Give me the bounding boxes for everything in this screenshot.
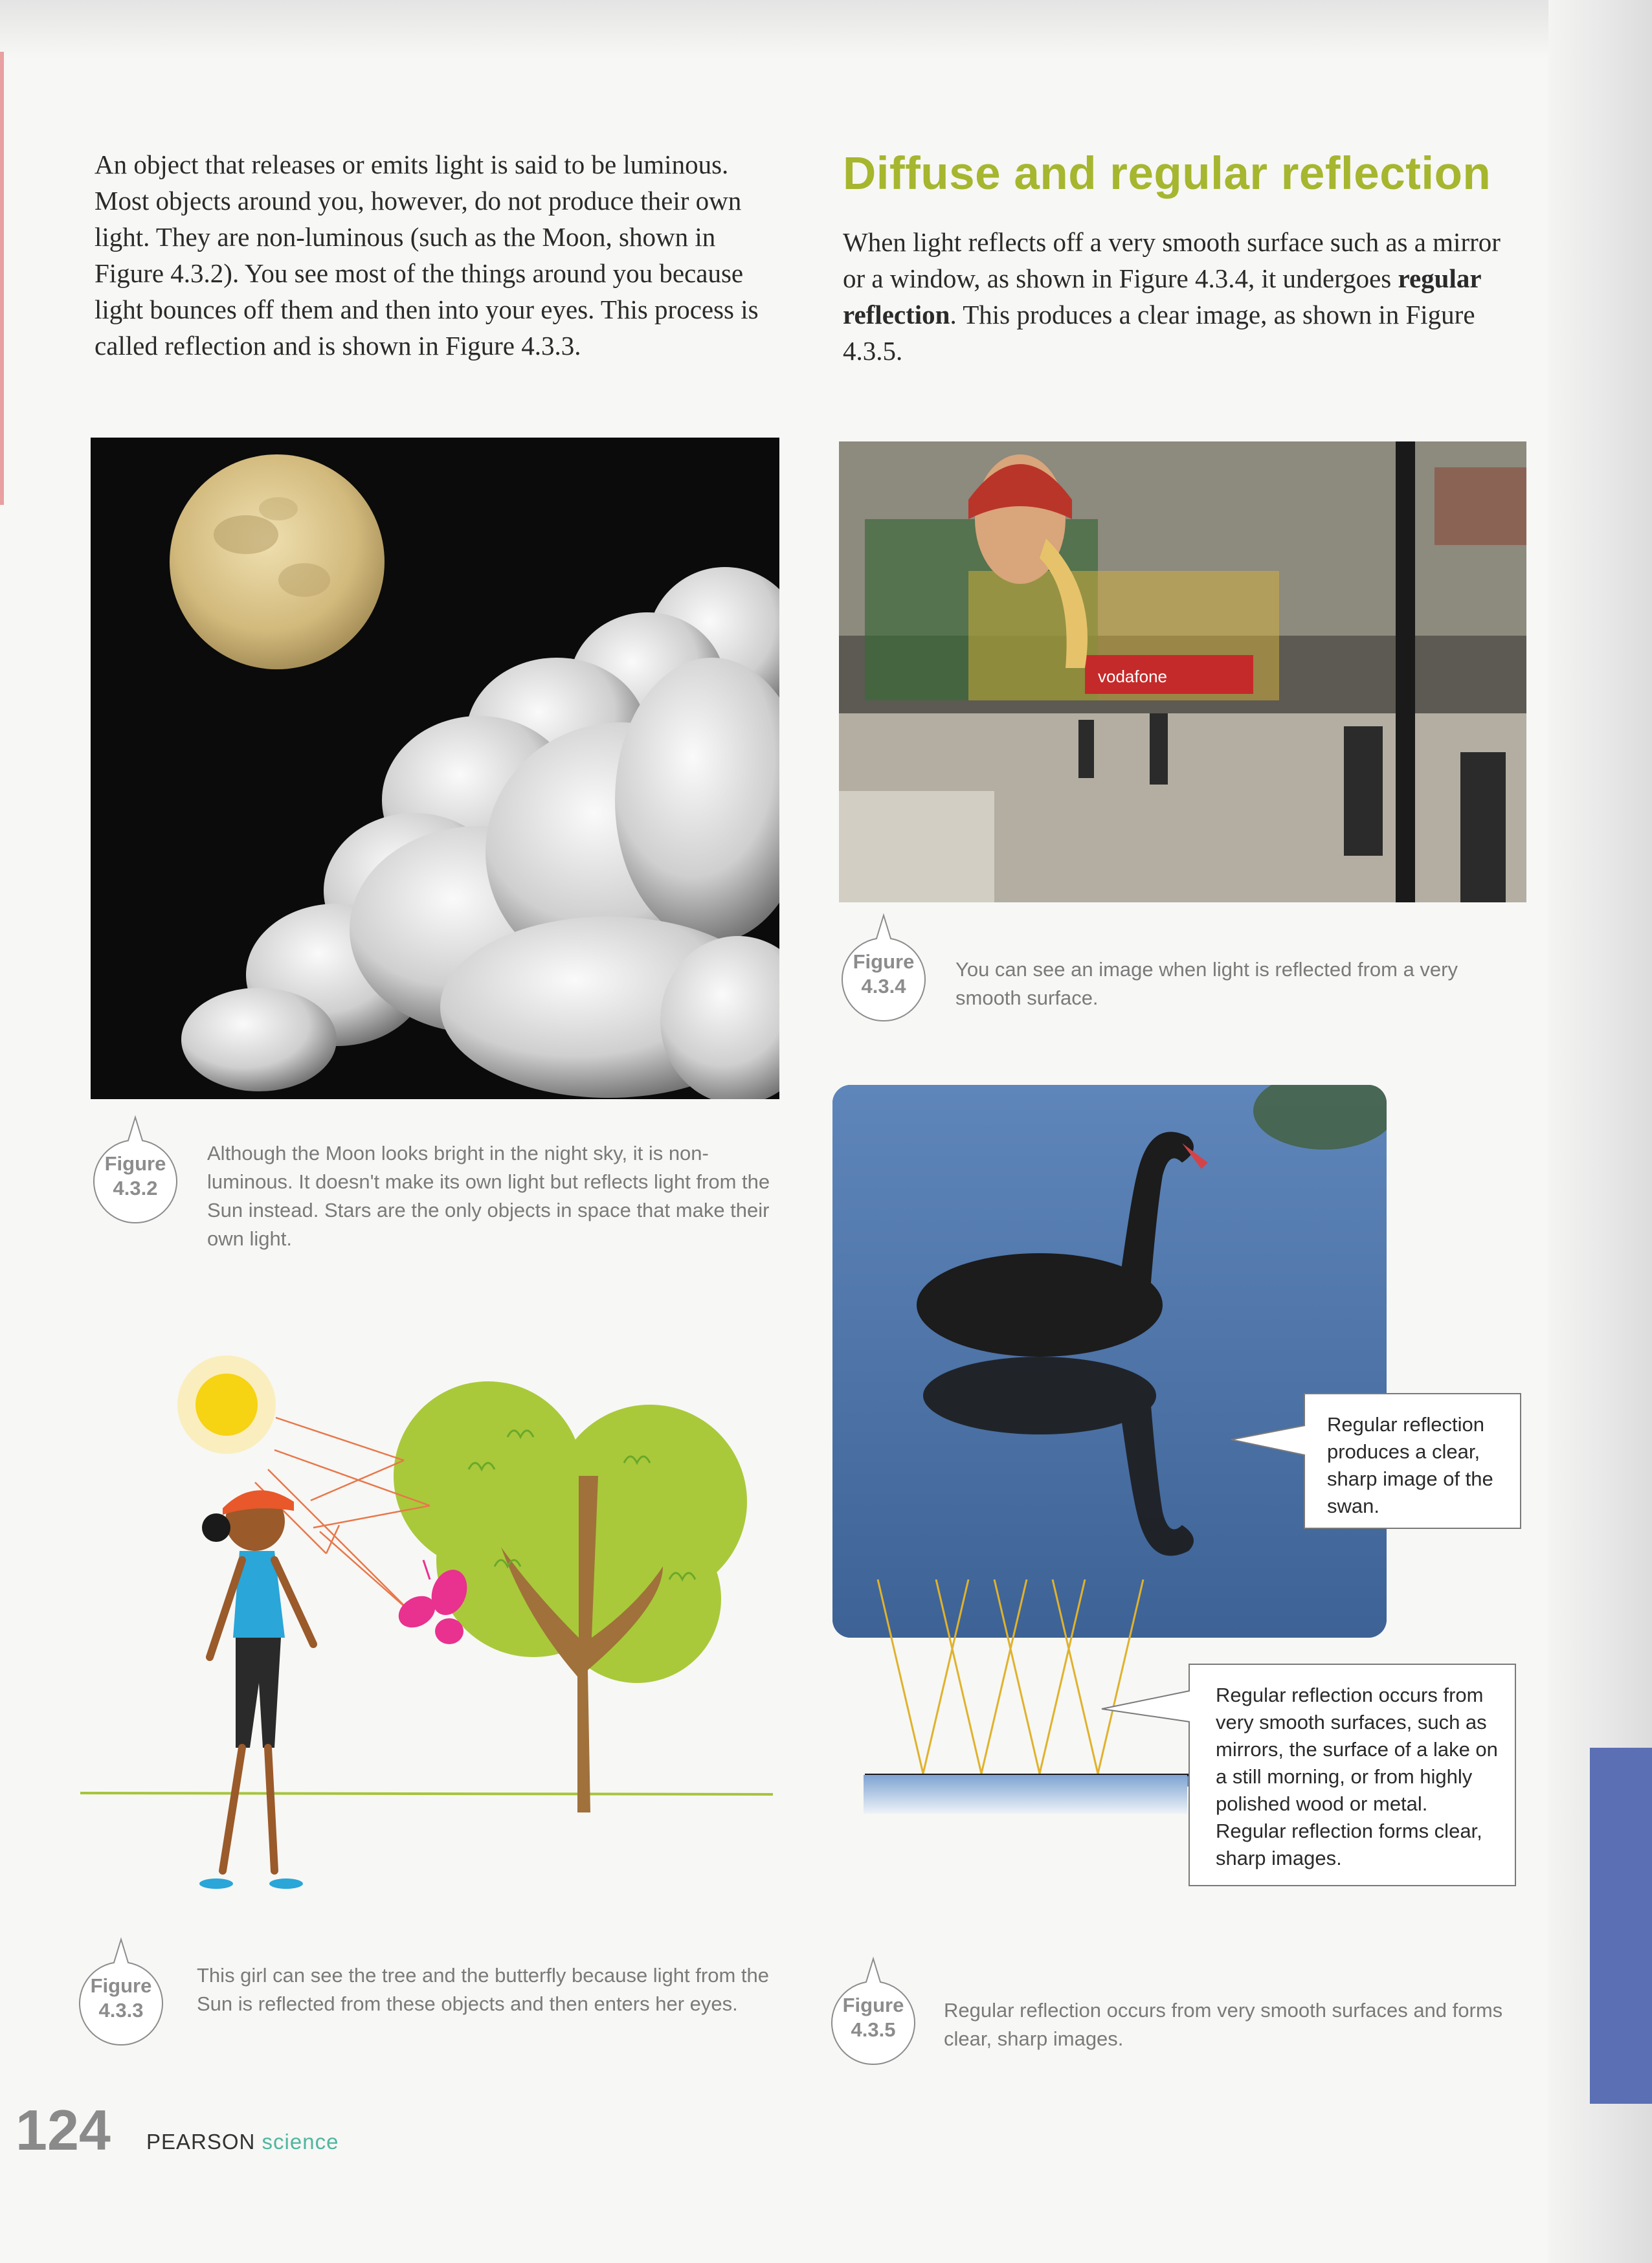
page-top-shadow <box>0 0 1652 58</box>
girl <box>199 1490 313 1889</box>
swan-callout-box: Regular reflection produces a clear, sharp image of the swan. <box>1304 1393 1521 1529</box>
figure-label: Figure <box>104 1152 166 1175</box>
figure-caption-4-3-3: This girl can see the tree and the butterfly because light from the Sun is reflected from these objects and then enters her eyes. <box>197 1964 769 2015</box>
publisher-brand <box>146 2130 339 2154</box>
moon-cloud-illustration <box>91 438 779 1099</box>
figure-badge-4-3-5 <box>829 1956 918 2046</box>
figure-number: 4.3.5 <box>851 2018 896 2041</box>
swan-callout-pointer <box>1230 1424 1308 1463</box>
section-paragraph-text-2: . This produces a clear image, as shown in Figure 4.3.5. <box>843 300 1475 366</box>
next-page-blue-panel <box>1590 1748 1652 2104</box>
page-number: 124 <box>16 2098 111 2162</box>
figure-number: 4.3.3 <box>98 1999 144 2022</box>
sun <box>177 1355 276 1454</box>
figure-caption-4-3-5: Regular reflection occurs from very smooth surfaces and forms clear, sharp images. <box>944 1999 1503 2050</box>
figure-label: Figure <box>90 1974 152 1997</box>
vodafone-sign: vodafone <box>1098 667 1167 686</box>
figure-number: 4.3.2 <box>113 1177 158 1199</box>
section-heading: Diffuse and regular reflection <box>843 148 1491 199</box>
moon-cloud-photo <box>91 438 779 1099</box>
page-edge-mark <box>0 52 4 505</box>
swan-reflection-photo <box>832 1085 1387 1638</box>
reflection-illustration <box>80 1333 779 1903</box>
moon <box>170 454 385 669</box>
figure-badge-4-3-2 <box>91 1115 180 1204</box>
figure-caption-4-3-2: Although the Moon looks bright in the night sky, it is non-luminous. It doesn't make its own light but reflects light from the Sun instead. Stars are the only objects in space that make their own light. <box>207 1142 770 1250</box>
surfaces-callout-box: Regular reflection occurs from very smooth surfaces, such as mirrors, the surface of a lake on a still morning, or from highly polished wood or metal. Regular reflection forms clear, sharp images. <box>1189 1664 1516 1886</box>
shop-window-photo <box>839 441 1526 902</box>
section-paragraph <box>843 224 1523 369</box>
regular-reflection-ray-diagram <box>861 1579 1198 1787</box>
swan-on-lake <box>832 1085 1387 1638</box>
regular-reflection-term: regular reflection <box>843 263 1481 329</box>
section-paragraph-text-1: When light reflects off a very smooth surface such as a mirror or a window, as shown in Figure 4.3.4, it undergoes <box>843 227 1501 293</box>
figure-caption-4-3-4: You can see an image when light is reflected from a very smooth surface. <box>955 958 1458 1009</box>
figure-number: 4.3.4 <box>861 975 906 998</box>
ground-line <box>80 1793 773 1794</box>
figure-badge-4-3-3 <box>76 1937 166 2026</box>
brand-pearson: PEARSON <box>146 2130 256 2154</box>
shop-window-reflection <box>839 441 1526 902</box>
parallel-rays <box>878 1579 1143 1774</box>
figure-label: Figure <box>853 950 915 973</box>
smooth-surface <box>864 1775 1187 1814</box>
figure-label: Figure <box>842 1994 904 2016</box>
girl-tree-butterfly-drawing <box>80 1333 779 1903</box>
brand-science: science <box>262 2130 339 2154</box>
surfaces-callout-pointer <box>1100 1689 1191 1728</box>
figure-badge-4-3-4 <box>839 913 928 1002</box>
intro-paragraph: An object that releases or emits light is said to be luminous. Most objects around you, however, do not produce their own light. They are non-luminous (such as the Moon, shown in Figure 4.3.2). You see most of the things around you because light bounces off them and then into your eyes. This process is called reflection and is shown in Figure 4.3.3. <box>95 150 759 361</box>
